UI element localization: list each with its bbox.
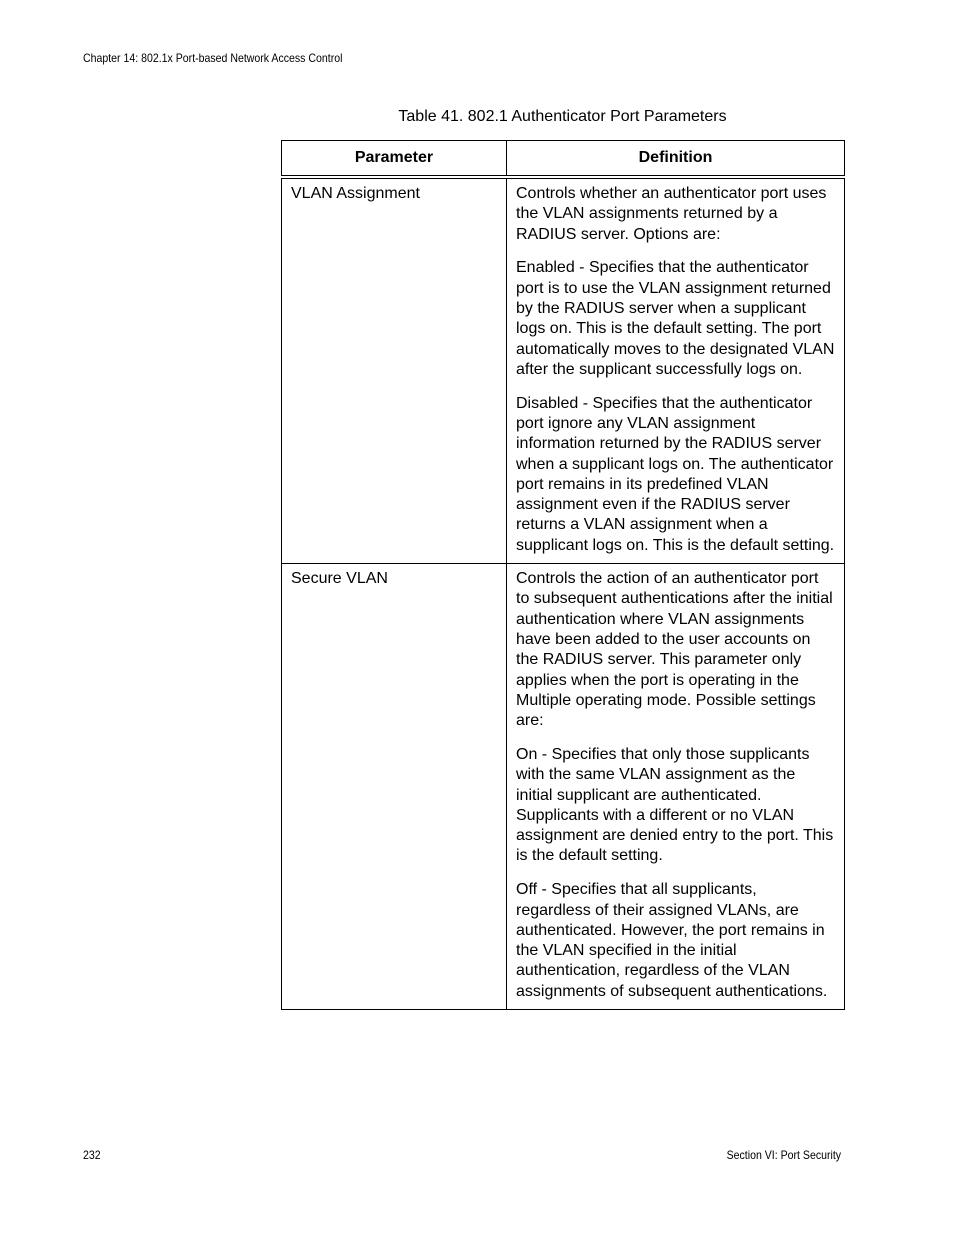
page-number: 232 <box>83 1148 101 1162</box>
table-header-row <box>282 141 845 178</box>
definition-paragraph: On - Specifies that only those supplicants with the same VLAN assignment as the initial supplicant are authenticated. Supplicants with a different or no VLAN assignment are denied entry to the port. This is the default setting. <box>516 745 834 865</box>
definition-paragraph: Controls the action of an authenticator port to subsequent authentications after the initial authentication where VLAN assignments have been added to the user accounts on the RADIUS server. This parameter only applies when the port is operating in the Multiple operating mode. Possible settings are: <box>516 570 833 730</box>
definition-cell <box>507 564 845 1010</box>
column-header-parameter: Parameter <box>282 141 507 178</box>
definition-paragraph: Enabled - Specifies that the authenticator port is to use the VLAN assignment returned by the RADIUS server when a supplicant logs on. This is the default setting. The port automatically moves to the designated VLAN after the supplicant successfully logs on. <box>516 259 835 378</box>
table-row <box>282 177 845 564</box>
definition-paragraph: Off - Specifies that all supplicants, regardless of their assigned VLANs, are authenticated. However, the port remains in the VLAN specified in the initial authentication, regardless of the VLAN assignments of subsequent authentications. <box>516 881 828 1000</box>
footer-section-title: Section VI: Port Security <box>726 1148 841 1162</box>
table-row <box>282 564 845 1010</box>
authenticator-port-parameters-table <box>281 140 845 1010</box>
definition-paragraph: Controls whether an authenticator port uses the VLAN assignments returned by a RADIUS server. Options are: <box>516 185 827 243</box>
table-caption: Table 41. 802.1 Authenticator Port Parameters <box>398 108 727 125</box>
parameter-cell: VLAN Assignment <box>282 177 507 564</box>
running-header: Chapter 14: 802.1x Port-based Network Access Control <box>83 51 343 65</box>
definition-paragraph: Disabled - Specifies that the authenticator port ignore any VLAN assignment information returned by the RADIUS server when a supplicant logs on. The authenticator port remains in its predefined VLAN assignment even if the RADIUS server returns a VLAN assignment when a supplicant logs on. This is the default setting. <box>516 394 835 554</box>
column-header-definition: Definition <box>507 141 845 178</box>
parameter-cell: Secure VLAN <box>282 564 507 1010</box>
definition-cell <box>507 177 845 564</box>
